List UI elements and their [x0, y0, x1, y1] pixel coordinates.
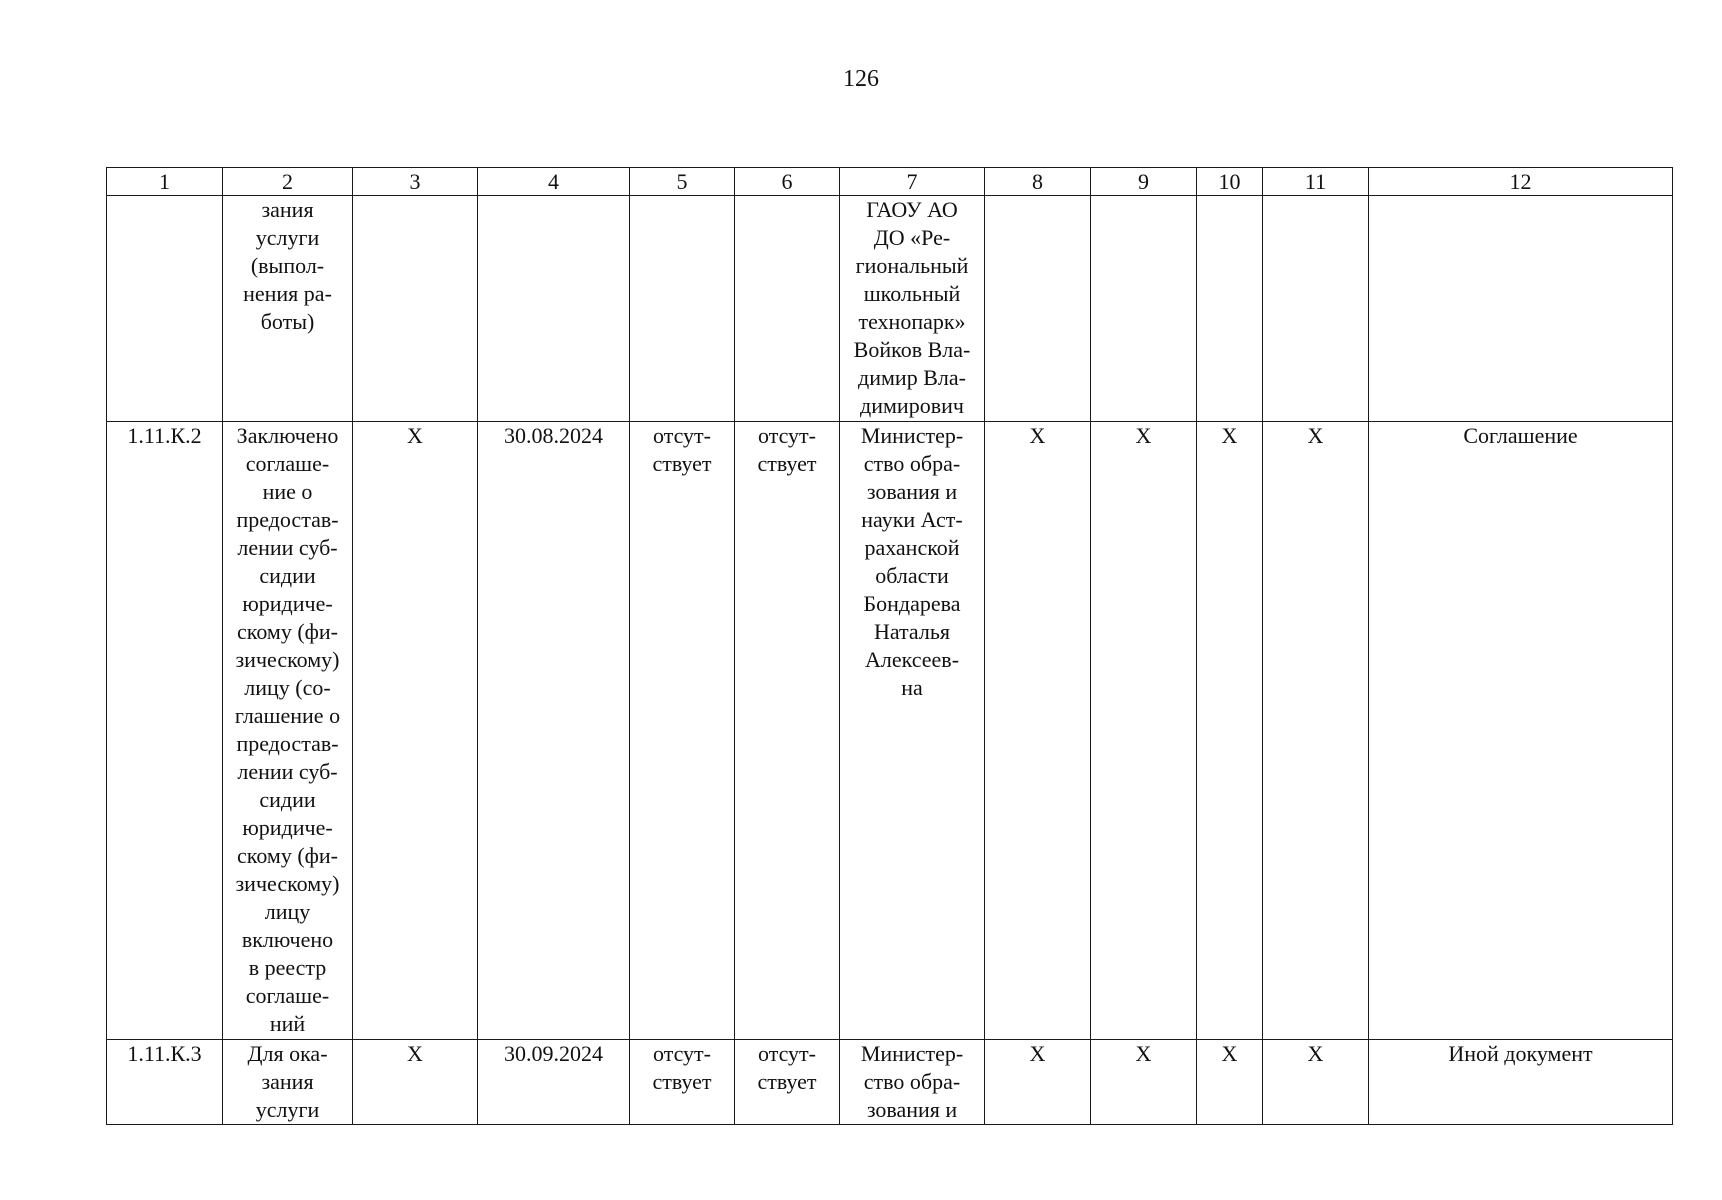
- column-header: 4: [478, 168, 630, 196]
- table-cell: отсут- ствует: [630, 422, 735, 1040]
- table-cell: Иной документ: [1369, 1040, 1673, 1125]
- table-cell: X: [985, 1040, 1091, 1125]
- column-header: 7: [840, 168, 985, 196]
- table-cell: зания услуги (выпол- нения ра- боты): [223, 196, 353, 422]
- table-cell: 30.09.2024: [478, 1040, 630, 1125]
- column-header: 3: [353, 168, 478, 196]
- table-cell: 1.11.К.3: [107, 1040, 223, 1125]
- table-cell: Для ока- зания услуги: [223, 1040, 353, 1125]
- table-cell: 1.11.К.2: [107, 422, 223, 1040]
- column-header: 1: [107, 168, 223, 196]
- table-cell: 30.08.2024: [478, 422, 630, 1040]
- table-cell: [985, 196, 1091, 422]
- column-header: 6: [735, 168, 840, 196]
- table-cell: X: [1263, 1040, 1369, 1125]
- table-row: [107, 196, 1673, 422]
- table-cell: [1197, 196, 1263, 422]
- column-header: 8: [985, 168, 1091, 196]
- table-cell: [1369, 196, 1673, 422]
- table-cell: [478, 196, 630, 422]
- column-header: 2: [223, 168, 353, 196]
- table-cell: [107, 196, 223, 422]
- table-cell: X: [985, 422, 1091, 1040]
- table-cell: [735, 196, 840, 422]
- table-cell: [1263, 196, 1369, 422]
- table-cell: Соглашение: [1369, 422, 1673, 1040]
- column-header: 9: [1091, 168, 1197, 196]
- data-table: [106, 167, 1673, 1125]
- table-cell: Министер- ство обра- зования и науки Аст- раханской области Бондарева Наталья Алексеев- на: [840, 422, 985, 1040]
- table-cell: X: [353, 1040, 478, 1125]
- table-cell: X: [1091, 422, 1197, 1040]
- table-cell: [1091, 196, 1197, 422]
- column-header: 11: [1263, 168, 1369, 196]
- page-number: 126: [843, 66, 879, 92]
- table-cell: Заключено соглаше- ние о предостав- лении суб- сидии юридиче- скому (фи- зическому) лицу (со- глашение о предостав- лении суб- сидии юридиче- скому (фи- зическому) лицу включено в реестр соглаше- ний: [223, 422, 353, 1040]
- table-cell: Министер- ство обра- зования и: [840, 1040, 985, 1125]
- table-cell: X: [1197, 1040, 1263, 1125]
- table-cell: X: [353, 422, 478, 1040]
- table-cell: X: [1091, 1040, 1197, 1125]
- table-row: [107, 422, 1673, 1040]
- column-header: 5: [630, 168, 735, 196]
- table-cell: [630, 196, 735, 422]
- column-header: 12: [1369, 168, 1673, 196]
- table-cell: отсут- ствует: [735, 422, 840, 1040]
- table-cell: отсут- ствует: [735, 1040, 840, 1125]
- table-cell: отсут- ствует: [630, 1040, 735, 1125]
- table-header-row: [107, 168, 1673, 196]
- column-header: 10: [1197, 168, 1263, 196]
- table-cell: ГАОУ АО ДО «Ре- гиональный школьный технопарк» Войков Вла- димир Вла- димирович: [840, 196, 985, 422]
- table-row: [107, 1040, 1673, 1125]
- table-cell: X: [1263, 422, 1369, 1040]
- table-cell: [353, 196, 478, 422]
- table-cell: X: [1197, 422, 1263, 1040]
